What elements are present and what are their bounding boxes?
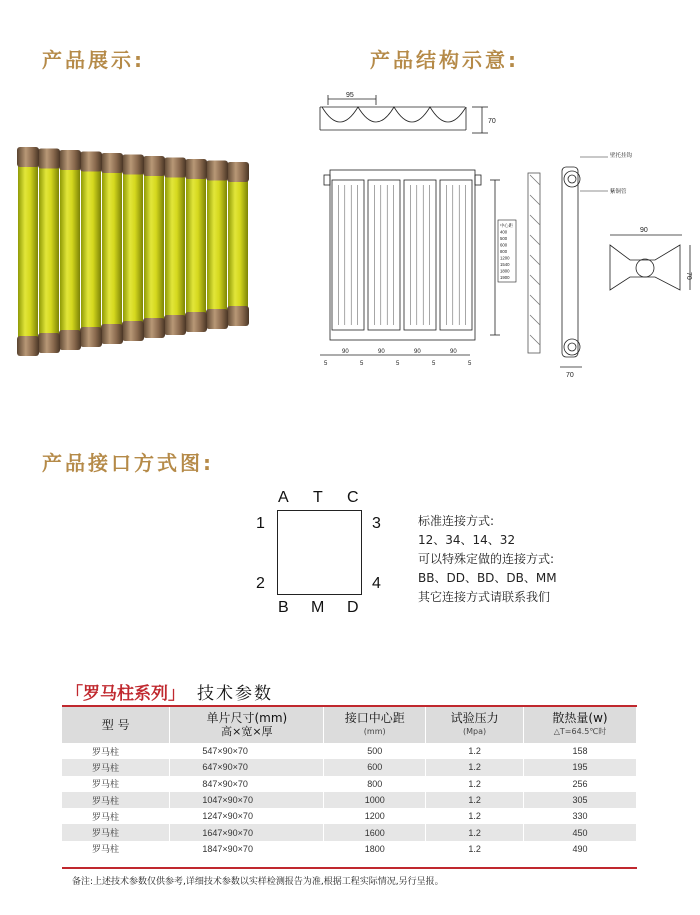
conn-label-c: C [347, 489, 359, 506]
table-row [62, 759, 637, 775]
conn-note-line: 其它连接方式请联系我们 [418, 590, 551, 604]
conn-label-4: 4 [372, 575, 381, 592]
conn-note-line: 12、34、14、32 [418, 533, 516, 547]
table-bottom-rule [62, 867, 637, 869]
label-copper-pipe: 紫铜管 [610, 189, 627, 195]
table-cell: 647×90×70 [170, 759, 324, 775]
bottom-gap-label: 5 [324, 361, 328, 367]
table-row [62, 841, 637, 857]
table-cell: 1.2 [426, 792, 524, 808]
heading-product-structure: 产品结构示意: [370, 48, 519, 72]
conn-label-a: A [278, 489, 289, 506]
series-name: 「罗马柱系列」 [66, 684, 185, 704]
table-cell: 450 [524, 824, 637, 840]
radiator-column [185, 159, 207, 332]
table-cell: 1200 [324, 808, 426, 824]
conn-label-d: D [347, 599, 359, 616]
dim-section-height: 70 [685, 272, 692, 280]
spec-table-header [62, 707, 637, 743]
radiator-column [101, 153, 123, 344]
bottom-gap-label: 5 [468, 361, 472, 367]
connection-square [277, 510, 362, 595]
radiator-column [164, 158, 186, 336]
table-cell: 1000 [324, 792, 426, 808]
col-test-pressure: 试验压力 (Mpa) [426, 707, 524, 743]
table-row [62, 776, 637, 792]
center-distance-label: 1200 [500, 255, 510, 261]
bottom-dim-label: 90 [414, 349, 421, 355]
bottom-gap-label: 5 [432, 361, 436, 367]
bottom-gap-label: 5 [360, 361, 364, 367]
table-cell: 1.2 [426, 743, 524, 759]
table-row [62, 824, 637, 840]
conn-label-m: M [311, 599, 325, 616]
table-cell: 500 [324, 743, 426, 759]
dim-top-height: 70 [488, 118, 496, 125]
table-cell: 罗马柱 [62, 776, 170, 792]
center-distance-label: 800 [500, 249, 508, 254]
conn-note-line: BB、DD、BD、DB、MM [418, 571, 557, 585]
center-distance-label: 1540 [500, 262, 510, 267]
conn-label-b: B [278, 599, 289, 616]
conn-note-line: 标准连接方式: [418, 514, 495, 528]
table-cell: 1.2 [426, 808, 524, 824]
dim-section-width: 90 [640, 227, 648, 234]
table-cell: 1847×90×70 [170, 841, 324, 857]
connection-notes [418, 512, 557, 607]
center-distance-label: 中心距 [500, 223, 513, 228]
bottom-dim-label: 90 [450, 349, 457, 355]
radiator-column [38, 149, 60, 354]
table-cell: 547×90×70 [170, 743, 324, 759]
table-cell: 600 [324, 759, 426, 775]
label-wall-bracket: 壁托挂钩 [610, 153, 633, 159]
heading-connection-method: 产品接口方式图: [42, 451, 214, 475]
radiator-column [17, 147, 39, 356]
radiator-product-image [10, 125, 250, 385]
table-cell: 256 [524, 776, 637, 792]
center-distance-label: 500 [500, 236, 508, 241]
table-cell: 490 [524, 841, 637, 857]
table-cell: 800 [324, 776, 426, 792]
table-cell: 847×90×70 [170, 776, 324, 792]
structure-diagram [310, 85, 695, 385]
conn-label-t: T [313, 489, 323, 506]
table-cell: 罗马柱 [62, 841, 170, 857]
table-row [62, 792, 637, 808]
table-cell: 罗马柱 [62, 759, 170, 775]
table-cell: 1800 [324, 841, 426, 857]
table-cell: 罗马柱 [62, 824, 170, 840]
table-cell: 305 [524, 792, 637, 808]
col-model: 型 号 [62, 707, 170, 743]
conn-label-1: 1 [256, 515, 265, 532]
table-cell: 1647×90×70 [170, 824, 324, 840]
bottom-dim-label: 90 [342, 349, 349, 355]
conn-label-3: 3 [372, 515, 381, 532]
footnote: 备注:上述技术参数仅供参考,详细技术参数以实样检测报告为准,根据工程实际情况,另行呈报。 [72, 877, 444, 887]
table-cell: 1.2 [426, 776, 524, 792]
table-row [62, 808, 637, 824]
table-cell: 罗马柱 [62, 743, 170, 759]
table-cell: 罗马柱 [62, 808, 170, 824]
dim-top-width: 95 [346, 92, 354, 99]
table-row [62, 743, 637, 759]
col-center-distance: 接口中心距 (mm) [324, 707, 426, 743]
table-cell: 1.2 [426, 824, 524, 840]
center-distance-label: 1800 [500, 268, 510, 274]
bottom-gap-label: 5 [396, 361, 400, 367]
series-title [66, 679, 273, 704]
conn-note-line: 可以特殊定做的连接方式: [418, 552, 555, 566]
spec-table [62, 707, 637, 857]
conn-label-2: 2 [256, 575, 265, 592]
connection-diagram [250, 485, 390, 620]
table-cell: 1.2 [426, 759, 524, 775]
radiator-column [227, 162, 249, 326]
table-cell: 1047×90×70 [170, 792, 324, 808]
bottom-dim-label: 90 [378, 349, 385, 355]
series-suffix: 技术参数 [197, 684, 273, 704]
radiator-column [206, 161, 228, 330]
radiator-column [59, 150, 81, 350]
col-heat-output: 散热量(w) △T=64.5℃时 [524, 707, 637, 743]
table-cell: 1.2 [426, 841, 524, 857]
radiator-column [122, 155, 144, 342]
col-size: 单片尺寸(mm) 高×宽×厚 [170, 707, 324, 743]
table-cell: 195 [524, 759, 637, 775]
radiator-column [143, 156, 165, 338]
table-cell: 1600 [324, 824, 426, 840]
table-cell: 330 [524, 808, 637, 824]
table-cell: 158 [524, 743, 637, 759]
center-distance-label: 1900 [500, 275, 510, 280]
center-distance-label: 400 [500, 229, 508, 235]
dim-base-width: 70 [566, 372, 574, 379]
table-cell: 1247×90×70 [170, 808, 324, 824]
table-cell: 罗马柱 [62, 792, 170, 808]
center-distance-label: 600 [500, 242, 508, 248]
radiator-column [80, 152, 102, 348]
heading-product-display: 产品展示: [42, 48, 145, 72]
